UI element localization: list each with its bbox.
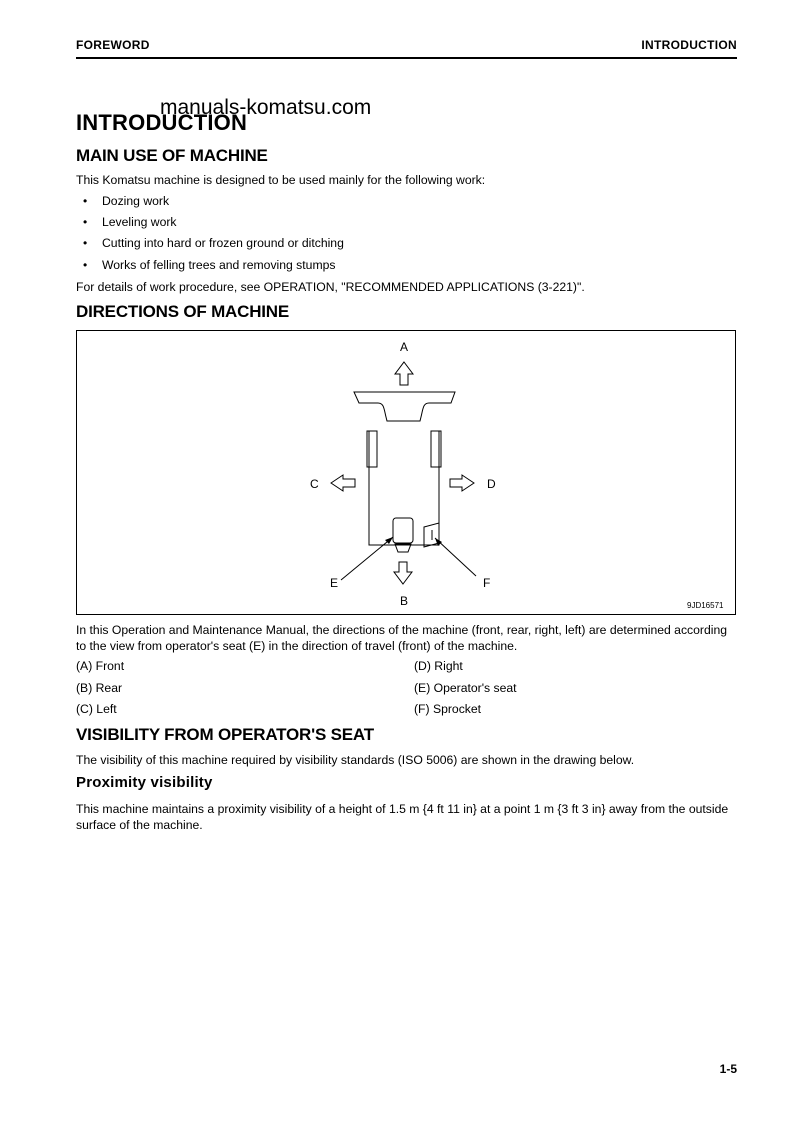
directions-description: In this Operation and Maintenance Manual, the directions of the machine (front, rear, right, left) are determined according to the view from operator's seat (E) in the direction of travel (front) of the machine.: [76, 623, 728, 653]
bullet-mark: •: [83, 215, 88, 229]
legend-item: (C) Left: [76, 702, 117, 716]
arrow-rear-icon: [394, 562, 412, 584]
directions-heading: DIRECTIONS OF MACHINE: [76, 302, 290, 321]
legend-item: (B) Rear: [76, 681, 123, 695]
bullet-mark: •: [83, 236, 88, 250]
main-use-heading: MAIN USE OF MACHINE: [76, 146, 268, 165]
page-title: INTRODUCTION: [76, 110, 248, 135]
legend-item: (A) Front: [76, 659, 125, 673]
visibility-text: The visibility of this machine required by visibility standards (ISO 5006) are shown in the drawing below.: [76, 753, 635, 767]
proximity-text: This machine maintains a proximity visibility of a height of 1.5 m {4 ft 11 in} at a point 1 m {3 ft 3 in} away from the outside surface of the machine.: [76, 802, 729, 832]
arrow-right-icon: [450, 475, 474, 491]
figure-code: 9JD16571: [687, 601, 724, 610]
main-use-item: Works of felling trees and removing stumps: [102, 258, 336, 272]
main-use-detail: For details of work procedure, see OPERATION, "RECOMMENDED APPLICATIONS (3-221)".: [76, 280, 585, 294]
legend-item: (E) Operator's seat: [414, 681, 517, 695]
legend-item: (F) Sprocket: [414, 702, 482, 716]
leader-e-line: [341, 537, 393, 580]
header-chapter-title: INTRODUCTION: [641, 38, 737, 52]
watermark-text: manuals-komatsu.com: [160, 96, 372, 119]
directions-figure: [76, 330, 736, 615]
direction-label-b: B: [400, 594, 409, 608]
bullet-mark: •: [83, 194, 88, 208]
machine-direction-diagram: [77, 331, 735, 614]
machine-body: [369, 431, 439, 545]
direction-label-f: F: [483, 576, 491, 590]
direction-label-e: E: [330, 576, 339, 590]
main-use-item: Dozing work: [102, 194, 170, 208]
leader-f-line: [435, 538, 476, 576]
direction-label-d: D: [487, 477, 496, 491]
direction-label-a: A: [400, 340, 409, 354]
operator-seat-icon: [393, 518, 413, 543]
header-section-title: FOREWORD: [76, 38, 150, 52]
main-use-item: Cutting into hard or frozen ground or ditching: [102, 236, 344, 250]
direction-label-c: C: [310, 477, 319, 491]
blade-shape: [354, 392, 455, 421]
bullet-mark: •: [83, 258, 88, 272]
legend-item: (D) Right: [414, 659, 463, 673]
page-number: 1-5: [719, 1062, 737, 1076]
header-rule: [76, 57, 737, 59]
main-use-intro: This Komatsu machine is designed to be used mainly for the following work:: [76, 173, 486, 187]
visibility-heading: VISIBILITY FROM OPERATOR'S SEAT: [76, 725, 374, 744]
main-use-item: Leveling work: [102, 215, 177, 229]
arrow-front-icon: [395, 362, 413, 385]
arrow-left-icon: [331, 475, 355, 491]
proximity-heading: Proximity visibility: [76, 774, 213, 791]
